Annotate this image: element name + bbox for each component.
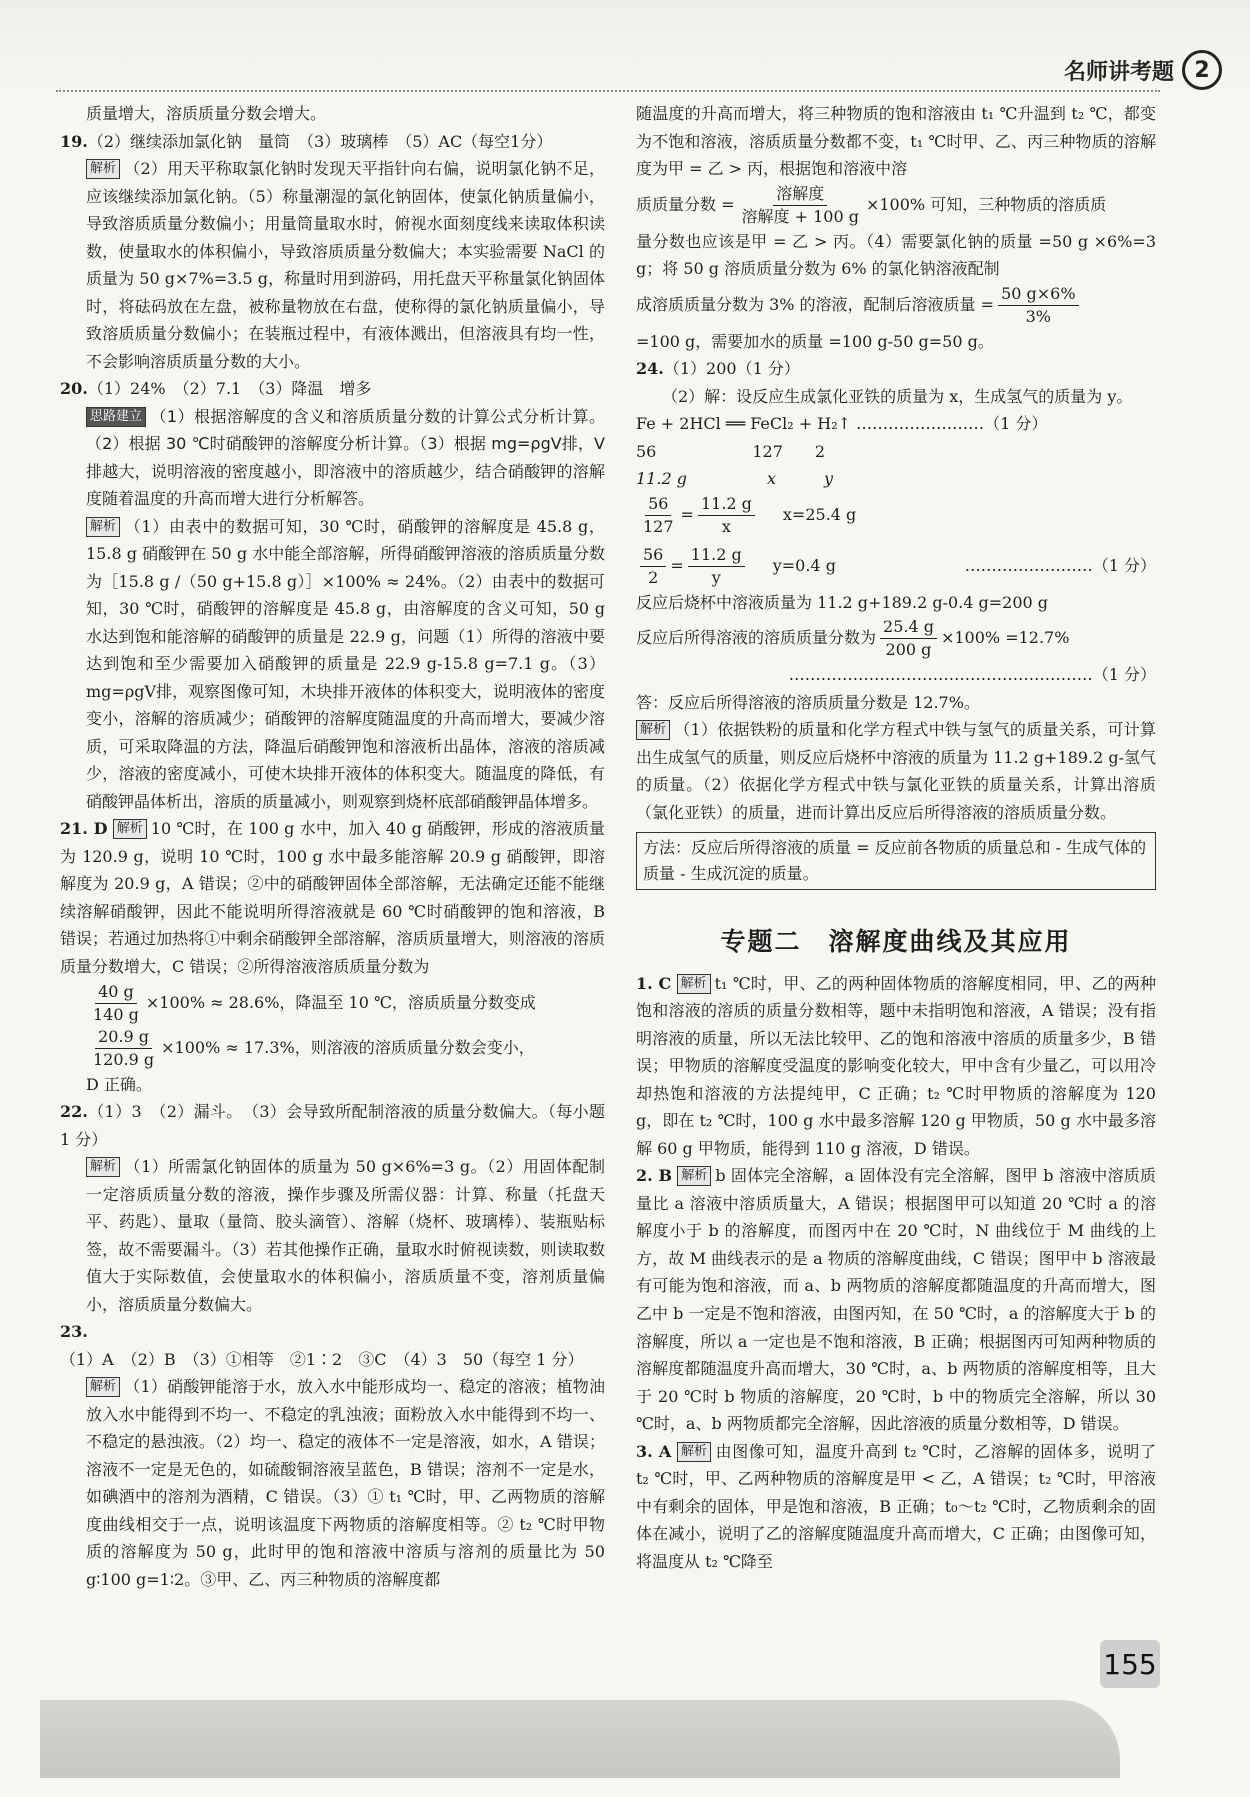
denominator: 3% <box>1025 306 1051 326</box>
answer: （1）200（1 分） <box>663 359 800 379</box>
result-x: x=25.4 g <box>782 505 857 525</box>
explanation-24 <box>636 716 1156 826</box>
question-21 <box>60 815 605 980</box>
fraction-tail: ×100% ≈ 28.6%，降温至 10 ℃，溶质质量分数变成 <box>145 992 536 1012</box>
header-divider <box>56 90 1160 92</box>
analysis-tag: 解析 <box>86 159 120 179</box>
fraction-line <box>60 981 605 1026</box>
fraction-line <box>636 616 1156 661</box>
numerator: 40 g <box>95 981 137 1004</box>
denominator: 120.9 g <box>93 1049 155 1069</box>
result-y: y=0.4 g <box>772 556 836 576</box>
text-line: 反应后烧杯中溶液质量为 11.2 g+189.2 g-0.4 g=200 g <box>636 592 1049 612</box>
fraction-line <box>636 183 1156 228</box>
fraction <box>640 493 677 538</box>
question-number: 3. A <box>636 1441 672 1461</box>
question-19 <box>60 128 605 156</box>
denominator: 140 g <box>93 1004 139 1024</box>
explanation-text: （1）硝酸钾能溶于水，放入水中能形成均一、稳定的溶液；植物油放入水中能得到不均一、不稳定的乳浊液；面粉放入水中能得到不均一、不稳定的悬浊液。（2）均一、稳定的液体不一定是溶液，如水，A 错误；溶液不一定是无色的，如硫酸铜溶液呈蓝色，B 错误；溶剂不一定是水，如碘酒中的溶剂为酒精，C 错误。（3）① t₁ ℃时，甲、乙两物质的溶解度曲线相交于一点，说明该温度下两物质的溶解度相等。② t₂ ℃时甲物质的溶解度为 50 g，此时甲的饱和溶液中溶质与溶剂的质量比为 50 g∶100 g=1∶2。③甲、乙、丙三种物质的溶解度都 <box>86 1377 605 1589</box>
denominator: 200 g <box>885 640 932 660</box>
fraction <box>739 183 862 228</box>
thinking-tag: 思路建立 <box>86 407 146 427</box>
fraction <box>880 616 937 661</box>
numerator: 50 g×6% <box>998 283 1078 306</box>
proportion-y: $\frac{56}{2}$ = $\frac{11.2 g}{y}$ y=0.4 g ……………………（1 分） <box>636 544 1156 589</box>
explanation-text: （2）用天平称取氯化钠时发现天平指针向右偏，说明氯化钠不足，应该继续添加氯化钠。（5）称量潮湿的氯化钠固体，使氯化钠质量偏小，导致溶质质量分数偏小；用量筒量取水时，俯视水面刻度线来读取体积读数，使量取水的体积偏小，导致溶质质量分数偏大；本实验需要 NaCl 的质量为 50 g×7%=3.5 g，称量时用到游码，用托盘天平称量氯化钠固体时，将砝码放在左盘，被称量物放在右盘，使称得的氯化钠质量偏小，导致溶质质量分数偏小；在装瓶过程中，有液体溅出，但溶液具有均一性，不会影响溶质质量分数的大小。 <box>86 159 605 371</box>
fraction-tail: ×100% =12.7% <box>940 628 1070 648</box>
analysis-tag: 解析 <box>677 1166 711 1186</box>
s-question-3 <box>636 1438 1156 1576</box>
equation-values: 11.2 g x y <box>636 469 834 489</box>
question-number: 2. B <box>636 1166 673 1186</box>
numerator: 56 <box>645 493 671 516</box>
question-20 <box>60 375 605 403</box>
analysis-tag: 解析 <box>86 517 120 537</box>
fraction <box>90 1026 157 1071</box>
question-number: 24. <box>636 359 664 379</box>
explanation-text: （1）依据铁粉的质量和化学方程式中铁与氢气的质量关系，可计算出生成氢气的质量，则反应后烧杯中溶液的质量为 11.2 g+189.2 g-氢气的质量。（2）依据化学方程式中铁与氯化亚铁的质量关系，计算出溶质（氯化亚铁）的质量，进而计算出反应后所得溶液的溶质质量分数。 <box>636 720 1156 822</box>
explanation-20 <box>60 513 605 816</box>
fraction-tail: ×100% ≈ 17.3%，则溶液的溶质质量分数会变小， <box>161 1037 535 1057</box>
score: ……………………（1 分） <box>964 556 1156 576</box>
fraction-line <box>636 283 1156 328</box>
thinking-text: （1）根据溶解度的含义和溶质质量分数的计算公式分析计算。（2）根据 30 ℃时硝酸钾的溶解度分析计算。（3）根据 mg=ρgV排，V排越大，说明溶液的密度越小，即溶液中的溶质越少，结合硝酸钾的溶解度随着温度的升高而增大进行分析解答。 <box>86 406 605 509</box>
question-number: 1. C <box>636 973 672 993</box>
answer: （1）24% （2）7.1 （3）降温 增多 <box>87 379 372 399</box>
analysis-tag: 解析 <box>636 720 670 740</box>
fraction-prefix: 成溶质质量分数为 3% 的溶液，配制后溶液质量 = <box>636 294 995 314</box>
question-number: 21. D <box>60 819 108 839</box>
analysis-tag: 解析 <box>86 1377 120 1397</box>
denominator: 127 <box>643 516 674 536</box>
question-23 <box>60 1318 605 1373</box>
question-number: 19. <box>60 131 88 151</box>
numerator: 11.2 g <box>688 544 745 567</box>
explanation-text: 10 ℃时，在 100 g 水中，加入 40 g 硝酸钾，形成的溶液质量为 120.9 g，说明 10 ℃时，100 g 水中最多能溶解 20.9 g 硝酸钾，即溶解度为 20.9 g，A 错误；②中的硝酸钾固体全部溶解，无法确定还能不能继续溶解硝酸钾，因此不能说明所得溶液就是 60 ℃时硝酸钾的饱和溶液，B 错误；若通过加热将①中剩余硝酸钾全部溶解，溶质质量增大，则溶液的溶质质量分数增大，C 错误；②所得溶液溶质质量分数为 <box>60 819 606 976</box>
numerator: 11.2 g <box>698 493 755 516</box>
score-line: …………………………………………………（1 分） <box>788 665 1156 685</box>
s-question-1 <box>636 970 1156 1163</box>
answer: （2）继续添加氯化钠 量筒 （3）玻璃棒 （5）AC（每空1分） <box>87 131 553 151</box>
text-line: D 正确。 <box>86 1074 152 1094</box>
method-box: 方法：反应后所得溶液的质量 = 反应前各物质的质量总和 - 生成气体的质量 - 生成沉淀的质量。 <box>636 832 1156 890</box>
numerator: 20.9 g <box>95 1026 152 1049</box>
explanation-text: 由图像可知，温度升高到 t₂ ℃时，乙溶解的固体多，说明了 t₂ ℃时，甲、乙两种物质的溶解度是甲 < 乙，A 错误；t₂ ℃时，甲溶液中有剩余的固体，甲是饱和溶液，B 正确；t₀～t₂ ℃时，乙物质剩余的固体在减小，说明了乙的溶解度随温度升高而增大，C 正确；由图像可知，将温度从 t₂ ℃降至 <box>636 1441 1157 1571</box>
fraction-tail: ×100% 可知，三种物质的溶质质 <box>865 194 1107 214</box>
question-22 <box>60 1098 605 1153</box>
question-number: 22. <box>60 1102 88 1122</box>
s-question-2 <box>636 1162 1156 1437</box>
section-title: 专题二 溶解度曲线及其应用 <box>720 927 1072 957</box>
numerator: 56 <box>640 544 666 567</box>
explanation-text: （1）由表中的数据可知，30 ℃时，硝酸钾的溶解度是 45.8 g，15.8 g 硝酸钾在 50 g 水中能全部溶解，所得硝酸钾溶液的溶质质量分数为［15.8 g /（50 g+15.8 g）］×100% ≈ 24%。（2）由表中的数据可知，30 ℃时，硝酸钾的溶解度是 45.8 g，由溶解度的含义可知，50 g 水达到饱和能溶解的硝酸钾的质量是 22.9 g，问题（1）所得的溶液中要达到饱和至少需要加入硝酸钾的质量是 22.9 g-15.8 g=7.1 g。（3）mg=ρgV排，观察图像可知，木块排开液体的体积变大，说明液体的密度变小，溶解的溶质减少；硝酸钾的溶解度随温度的升高而增大，要减少溶质，可采取降温的方法，降温后硝酸钾饱和溶液析出晶体，溶液的溶质减少，溶液的密度减小，可使木块排开液体的体积变大。随温度的降低，有硝酸钾晶体析出，溶质的质量减小，则观察到烧杯底部硝酸钾晶体增多。 <box>86 516 605 811</box>
fraction <box>640 544 666 589</box>
answer: （1）A （2）B （3）①相等 ②1∶2 ③C （4）3 50（每空 1 分） <box>60 1349 584 1369</box>
analysis-tag: 解析 <box>86 1157 120 1177</box>
text-line: 量分数也应该是甲 = 乙 > 丙。（4）需要氯化钠的质量 =50 g ×6%=3 g；将 50 g 溶质质量分数为 6% 的氯化钠溶液配制 <box>636 231 1156 279</box>
text-line: 随温度的升高而增大，将三种物质的饱和溶液由 t₁ ℃升温到 t₂ ℃，都变为不饱和溶液，溶质质量分数都不变，t₁ ℃时甲、乙、丙三种物质的溶解度为甲 = 乙 > 丙，根据饱和溶液中溶 <box>636 104 1156 179</box>
brand-logo-icon: 2 <box>1182 50 1222 90</box>
explanation-text: b 固体完全溶解，a 固体没有完全溶解，图甲 b 溶液中溶质质量比 a 溶液中溶质质量大，A 错误；根据图甲可以知道 20 ℃时 a 的溶解度小于 b 的溶解度，而图丙中在 20 ℃时，N 曲线位于 M 曲线的上方，故 M 曲线表示的是 a 物质的溶解度曲线，C 错误；图甲中 b 溶液最有可能为饱和溶液，而 a、b 两物质的溶解度都随温度的升高而增大，图乙中 b 一定是不饱和溶液，由图丙知，在 50 ℃时，a 的溶解度大于 b 的溶解度，所以 a 一定也是不饱和溶液，B 正确；根据图丙可知两种物质的溶解度都随温度升高而增大，30 ℃时，a、b 两物质的溶解度相等，且大于 20 ℃时 b 物质的溶解度，20 ℃时，b 中的物质完全溶解，所以 30 ℃时，a、b 两物质都完全溶解，因此溶液的质量分数相等，D 错误。 <box>636 1166 1156 1434</box>
denominator: y <box>711 567 721 587</box>
fraction <box>688 544 745 589</box>
fraction <box>90 981 142 1026</box>
left-column <box>60 100 605 1593</box>
fraction-prefix: 反应后所得溶液的溶质质量分数为 <box>636 628 877 648</box>
text-line: =100 g，需要加水的质量 =100 g-50 g=50 g。 <box>636 331 994 351</box>
fraction-line <box>60 1026 605 1071</box>
footer-band <box>40 1700 1120 1778</box>
answer-line: 答：反应后所得溶液的溶质质量分数是 12.7%。 <box>636 692 980 712</box>
answer: （1）3 （2）漏斗。 （3）会导致所配制溶液的质量分数偏大。（每小题 1 分） <box>60 1102 605 1149</box>
analysis-tag: 解析 <box>677 1442 711 1462</box>
thinking-20 <box>60 403 605 513</box>
question-number: 20. <box>60 379 88 399</box>
explanation-text: t₁ ℃时，甲、乙的两种固体物质的溶解度相同，甲、乙的两种饱和溶液的溶质的质量分数相等，题中未指明饱和溶液，A 错误；没有指明溶液的质量，所以无法比较甲、乙的饱和溶液中溶质的质量多少，B 错误；甲物质的溶解度受温度的影响变化较大，甲中含有少量乙，可以用冷却热饱和溶液的方法提纯甲，C 正确；t₂ ℃时甲物质的溶解度为 120 g，即在 t₂ ℃时，100 g 水中最多溶解 120 g 甲物质，50 g 水中最多溶解 60 g 甲物质，能得到 110 g 溶液，D 错误。 <box>636 973 1156 1158</box>
denominator: x <box>721 516 731 536</box>
fraction-prefix: 质质量分数 = <box>636 194 735 214</box>
explanation-23 <box>60 1373 605 1593</box>
fraction <box>698 493 755 538</box>
explanation-text: （1）所需氯化钠固体的质量为 50 g×6%=3 g。（2）用固体配制一定溶质质量分数的溶液，操作步骤及所需仪器：计算、称量（托盘天平、药匙）、量取（量筒、胶头滴管）、溶解（烧杯、玻璃棒）、装瓶贴标签，故不需要漏斗。（3）若其他操作正确，量取水时俯视读数，则读取数值大于实际数值，会使量取水的体积偏小，溶质质量不变，溶剂质量偏小，溶质质量分数偏大。 <box>86 1157 605 1314</box>
right-column <box>636 100 1156 1575</box>
question-number: 23. <box>60 1322 88 1342</box>
fraction <box>998 283 1078 328</box>
denominator: 2 <box>648 567 659 587</box>
equation-masses: 56 127 2 <box>636 441 826 461</box>
analysis-tag: 解析 <box>677 974 711 994</box>
solution-text: （2）解：设反应生成氯化亚铁的质量为 x，生成氢气的质量为 y。 <box>662 386 1133 406</box>
top-band <box>0 0 1250 88</box>
numerator: 溶解度 <box>773 183 827 206</box>
chemical-equation: Fe + 2HCl ══ FeCl₂ + H₂↑ ……………………（1 分） <box>636 414 1048 434</box>
brand-header <box>1064 50 1222 90</box>
page-number: 155 <box>1100 1640 1160 1688</box>
explanation-22 <box>60 1153 605 1318</box>
brand-title: 名师讲考题 <box>1063 59 1174 85</box>
explanation-19 <box>60 155 605 375</box>
analysis-tag: 解析 <box>113 819 147 839</box>
question-24 <box>636 355 1156 383</box>
proportion-x: $\frac{56}{127}$ = $\frac{11.2 g}{x}$ x=25.4 g <box>636 493 1156 538</box>
denominator: 溶解度 + 100 g <box>741 206 859 226</box>
numerator: 25.4 g <box>880 616 937 639</box>
text-line: 质量增大，溶质质量分数会增大。 <box>86 104 327 123</box>
